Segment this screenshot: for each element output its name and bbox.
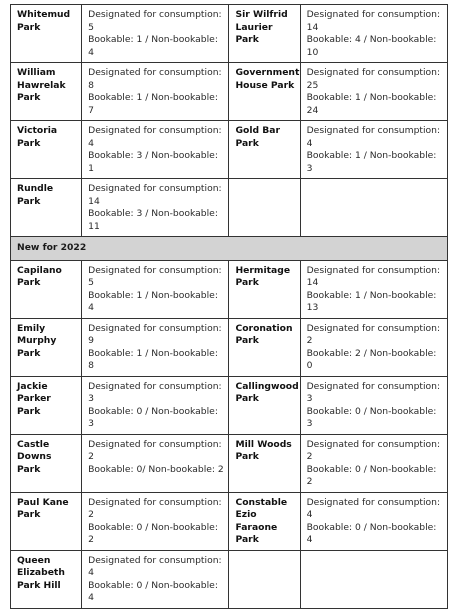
designated-count: Designated for consumption: 4 xyxy=(306,125,441,149)
designated-count: Designated for consumption: 14 xyxy=(306,264,441,288)
designated-count: Designated for consumption: 3 xyxy=(306,380,441,404)
designated-count: Designated for consumption: 4 xyxy=(306,496,441,520)
bookable-count: Bookable: 1 / Non-bookable: 3 xyxy=(306,150,437,174)
empty-cell xyxy=(229,550,300,608)
park-site-counts xyxy=(300,5,447,63)
designated-count: Designated for consumption: 2 xyxy=(88,496,222,520)
park-site-counts xyxy=(300,492,447,550)
park-site-counts xyxy=(300,260,447,318)
bookable-count: Bookable: 3 / Non-bookable: 1 xyxy=(88,150,218,174)
table-row xyxy=(11,376,448,434)
designated-count: Designated for consumption: 4 xyxy=(88,554,222,578)
table-row xyxy=(11,63,448,121)
empty-cell xyxy=(300,179,447,237)
bookable-count: Bookable: 1 / Non-bookable: 13 xyxy=(306,289,437,313)
park-name: Sir Wilfrid Laurier Park xyxy=(229,5,300,63)
park-site-counts xyxy=(82,260,229,318)
table-row xyxy=(11,318,448,376)
park-site-counts xyxy=(82,5,229,63)
park-name: Callingwood Park xyxy=(229,376,300,434)
park-name: Constable Ezio Faraone Park xyxy=(229,492,300,550)
park-name: Queen Elizabeth Park Hill xyxy=(11,550,82,608)
park-name: Victoria Park xyxy=(11,121,82,179)
bookable-count: Bookable: 1 / Non-bookable: 7 xyxy=(88,92,218,116)
table-row xyxy=(11,260,448,318)
bookable-count: Bookable: 0 / Non-bookable: 4 xyxy=(306,521,437,545)
park-name: Mill Woods Park xyxy=(229,434,300,492)
park-site-counts xyxy=(82,179,229,237)
section-header-row xyxy=(11,237,448,261)
park-site-counts xyxy=(82,318,229,376)
park-name: William Hawrelak Park xyxy=(11,63,82,121)
designated-count: Designated for consumption: 4 xyxy=(88,125,222,149)
designated-count: Designated for consumption: 2 xyxy=(306,322,441,346)
park-site-counts xyxy=(82,63,229,121)
empty-cell xyxy=(300,550,447,608)
park-name: Whitemud Park xyxy=(11,5,82,63)
bookable-count: Bookable: 2 / Non-bookable: 0 xyxy=(306,347,437,371)
park-name: Hermitage Park xyxy=(229,260,300,318)
table-row xyxy=(11,179,448,237)
park-name: Coronation Park xyxy=(229,318,300,376)
park-site-counts xyxy=(300,376,447,434)
designated-count: Designated for consumption: 8 xyxy=(88,67,222,91)
existing-parks-body xyxy=(11,5,448,237)
designated-count: Designated for consumption: 14 xyxy=(306,9,441,33)
park-name: Paul Kane Park xyxy=(11,492,82,550)
park-site-counts xyxy=(82,121,229,179)
new-2022-parks-body xyxy=(11,260,448,608)
park-site-counts xyxy=(300,63,447,121)
bookable-count: Bookable: 0 / Non-bookable: 4 xyxy=(88,579,218,603)
park-site-counts xyxy=(82,550,229,608)
park-site-counts xyxy=(82,434,229,492)
bookable-count: Bookable: 3 / Non-bookable: 11 xyxy=(88,208,218,232)
bookable-count: Bookable: 1 / Non-bookable: 24 xyxy=(306,92,437,116)
park-name: Capilano Park xyxy=(11,260,82,318)
table-row xyxy=(11,5,448,63)
empty-cell xyxy=(229,179,300,237)
park-site-counts xyxy=(300,434,447,492)
park-name: Gold Bar Park xyxy=(229,121,300,179)
park-site-counts xyxy=(82,492,229,550)
bookable-count: Bookable: 1 / Non-bookable: 4 xyxy=(88,34,218,58)
bookable-count: Bookable: 1 / Non-bookable: 4 xyxy=(88,289,218,313)
bookable-count: Bookable: 0/ Non-bookable: 2 xyxy=(88,463,224,475)
table-row xyxy=(11,121,448,179)
section-label: New for 2022 xyxy=(11,237,448,261)
bookable-count: Bookable: 0 / Non-bookable: 2 xyxy=(306,463,437,487)
table-row xyxy=(11,434,448,492)
designated-count: Designated for consumption: 5 xyxy=(88,264,222,288)
park-site-counts xyxy=(300,121,447,179)
park-site-counts xyxy=(300,318,447,376)
park-site-counts xyxy=(82,376,229,434)
table-row xyxy=(11,492,448,550)
park-name: Castle Downs Park xyxy=(11,434,82,492)
park-name: Rundle Park xyxy=(11,179,82,237)
section-new-for-2022 xyxy=(11,237,448,261)
parks-table xyxy=(10,4,448,609)
bookable-count: Bookable: 0 / Non-bookable: 2 xyxy=(88,521,218,545)
bookable-count: Bookable: 0 / Non-bookable: 3 xyxy=(88,405,218,429)
bookable-count: Bookable: 4 / Non-bookable: 10 xyxy=(306,34,437,58)
designated-count: Designated for consumption: 3 xyxy=(88,380,222,404)
designated-count: Designated for consumption: 25 xyxy=(306,67,441,91)
designated-count: Designated for consumption: 9 xyxy=(88,322,222,346)
designated-count: Designated for consumption: 2 xyxy=(88,438,222,462)
park-name: Government House Park xyxy=(229,63,300,121)
park-name: Jackie Parker Park xyxy=(11,376,82,434)
bookable-count: Bookable: 0 / Non-bookable: 3 xyxy=(306,405,437,429)
designated-count: Designated for consumption: 14 xyxy=(88,183,222,207)
park-name: Emily Murphy Park xyxy=(11,318,82,376)
table-row xyxy=(11,550,448,608)
designated-count: Designated for consumption: 2 xyxy=(306,438,441,462)
bookable-count: Bookable: 1 / Non-bookable: 8 xyxy=(88,347,218,371)
designated-count: Designated for consumption: 5 xyxy=(88,9,222,33)
